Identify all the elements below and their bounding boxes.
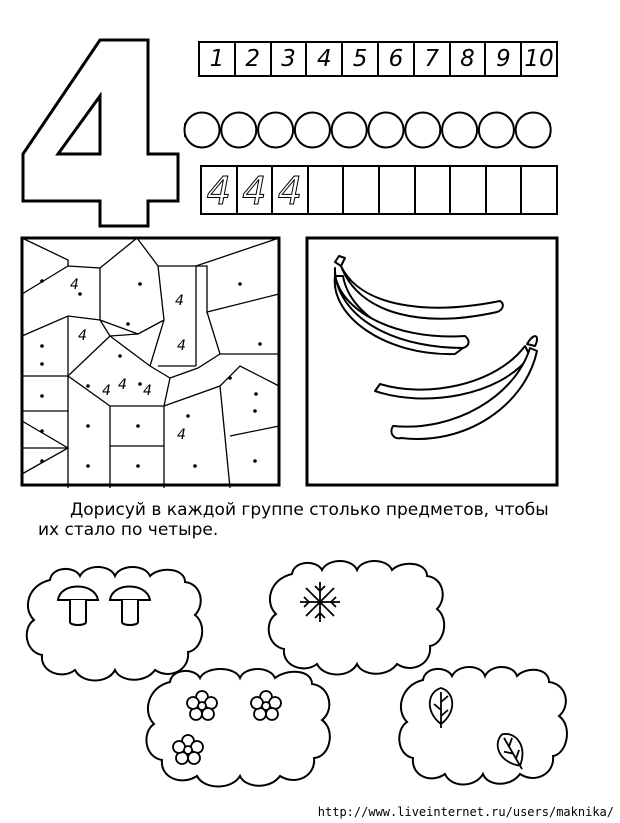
mosaic-dot — [118, 354, 122, 358]
number-cell: 10 — [524, 46, 554, 72]
mosaic-four-label: 4 — [177, 338, 186, 354]
mosaic-dot — [40, 429, 44, 433]
mosaic-dot — [40, 459, 44, 463]
dotted-four-glyph: 4 — [206, 169, 231, 213]
bead-line — [180, 110, 555, 150]
mosaic-dot — [138, 282, 142, 286]
mosaic-four-label: 4 — [118, 377, 127, 393]
mosaic-dot — [258, 342, 262, 346]
number-cell: 6 — [379, 43, 415, 75]
mosaic-four-label: 4 — [143, 383, 152, 399]
number-cell: 7 — [415, 43, 451, 75]
mosaic-dot — [86, 464, 90, 468]
trace-cell[interactable] — [238, 167, 274, 213]
cloud-group-leaves — [395, 658, 575, 793]
instruction-line-2: их стало по четыре. — [38, 520, 219, 540]
mosaic-dot — [86, 424, 90, 428]
trace-row — [200, 165, 558, 215]
mosaic-dot — [186, 414, 190, 418]
banana-picture — [305, 236, 560, 488]
mosaic-dot — [228, 376, 232, 380]
big-digit-four — [18, 36, 183, 231]
mosaic-dot — [40, 362, 44, 366]
mosaic-dot — [86, 384, 90, 388]
mosaic-dot — [136, 464, 140, 468]
mosaic-dot — [126, 322, 130, 326]
number-cell: 4 — [307, 43, 343, 75]
bead — [332, 113, 367, 148]
source-url: http://www.liveinternet.ru/users/maknika/ — [317, 805, 614, 819]
trace-cell[interactable] — [273, 167, 309, 213]
mosaic-four-label: 4 — [78, 328, 87, 344]
color-by-dots-mosaic — [20, 236, 282, 488]
bead — [295, 113, 330, 148]
instruction-text — [38, 500, 578, 540]
mosaic-dot — [254, 392, 258, 396]
bead — [369, 113, 404, 148]
bead — [221, 113, 256, 148]
mosaic-dot — [40, 344, 44, 348]
number-cell: 8 — [451, 43, 487, 75]
number-cell: 9 — [486, 43, 522, 75]
mosaic-dot — [238, 282, 242, 286]
mosaic-dot — [136, 424, 140, 428]
mosaic-dot — [193, 464, 197, 468]
bead — [405, 113, 440, 148]
trace-cell[interactable] — [344, 167, 380, 213]
number-cell: 3 — [272, 43, 308, 75]
mosaic-dot — [253, 459, 257, 463]
bead — [479, 113, 514, 148]
cloud-group-flowers — [140, 662, 340, 792]
bead — [185, 113, 220, 148]
number-cell: 2 — [236, 43, 272, 75]
number-strip — [198, 41, 558, 77]
bead — [258, 113, 293, 148]
trace-cell[interactable] — [451, 167, 487, 213]
instruction-line-1: Дорисуй в каждой группе столько предметов, чтобы — [70, 500, 549, 520]
dotted-four-glyph: 4 — [277, 169, 303, 213]
trace-cell[interactable] — [309, 167, 345, 213]
trace-cell[interactable] — [380, 167, 416, 213]
mosaic-four-label: 4 — [102, 383, 111, 399]
mosaic-dot — [40, 394, 44, 398]
mosaic-dot — [253, 409, 257, 413]
dotted-four-glyph: 4 — [242, 169, 267, 213]
bead — [442, 113, 477, 148]
mosaic-four-label: 4 — [177, 427, 186, 443]
mosaic-dot — [138, 382, 142, 386]
mosaic-four-label: 4 — [175, 293, 184, 309]
trace-cell[interactable] — [416, 167, 452, 213]
mosaic-four-label: 4 — [70, 277, 79, 293]
trace-cell[interactable] — [522, 167, 556, 213]
number-cell: 1 — [200, 43, 236, 75]
trace-cell[interactable] — [487, 167, 523, 213]
mosaic-dot — [40, 279, 44, 283]
number-cell: 5 — [343, 43, 379, 75]
snowflake-icon — [300, 582, 340, 622]
bead — [516, 113, 551, 148]
trace-cell[interactable] — [202, 167, 238, 213]
